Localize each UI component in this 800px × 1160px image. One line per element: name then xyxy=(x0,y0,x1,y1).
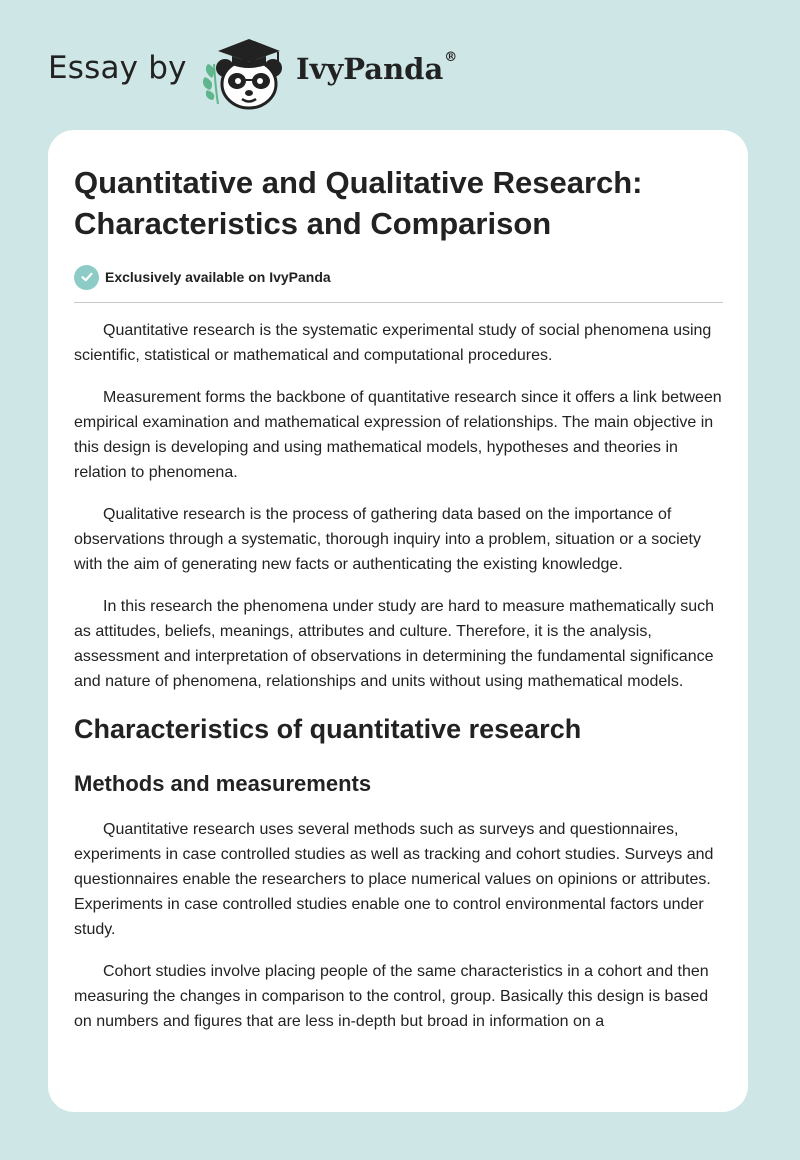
paragraph: Quantitative research is the systematic experimental study of social phenomena using scientific, statistical or mathematical and computational procedures. xyxy=(74,322,712,364)
section-heading: Characteristics of quantitative research xyxy=(74,714,582,744)
article-body xyxy=(74,318,723,1034)
essay-content xyxy=(74,162,723,1051)
essay-by-label: Essay by xyxy=(48,50,187,86)
ivy-leaf-icon xyxy=(203,64,218,104)
essay-card xyxy=(48,130,748,1112)
exclusive-badge-label: Exclusively available on IvyPanda xyxy=(105,269,331,285)
brand-name-text: IvyPanda xyxy=(296,52,444,86)
paragraph: Qualitative research is the process of gathering data based on the importance of observations through a systematic, thorough inquiry into a problem, situation or a society with the aim of generating new facts or authenticating the existing knowledge. xyxy=(74,506,701,573)
panda-graduation-cap-icon[interactable] xyxy=(198,34,296,110)
brand-name[interactable] xyxy=(296,52,457,86)
registered-mark: ® xyxy=(444,50,458,65)
check-circle-icon xyxy=(74,265,99,290)
page-title: Quantitative and Qualitative Research: Characteristics and Comparison xyxy=(74,165,643,241)
paragraph: Quantitative research uses several methods such as surveys and questionnaires, experiments in case controlled studies as well as tracking and cohort studies. Surveys and questionnaires enable the researchers to place numerical values on opinions or attributes. Experiments in case controlled studies enable one to control environmental factors under study. xyxy=(74,821,714,938)
paragraph: In this research the phenomena under study are hard to measure mathematically such as attitudes, beliefs, meanings, attributes and culture. Therefore, it is the analysis, assessment and interpretation of observations in determining the fundamental significance and nature of phenomena, relationships and units without using mathematical models. xyxy=(74,598,714,690)
title-divider xyxy=(74,302,723,303)
site-header xyxy=(0,0,800,130)
paragraph: Cohort studies involve placing people of the same characteristics in a cohort and then measuring the changes in comparison to the control, group. Basically this design is based on numbers and figures that are less in-depth but broad in information on a xyxy=(74,963,709,1030)
exclusive-badge xyxy=(74,264,723,290)
subsection-heading: Methods and measurements xyxy=(74,771,372,796)
paragraph: Measurement forms the backbone of quantitative research since it offers a link between empirical examination and mathematical expression of relationships. The main objective in this design is developing and using mathematical models, hypotheses and theories in relation to phenomena. xyxy=(74,389,722,481)
